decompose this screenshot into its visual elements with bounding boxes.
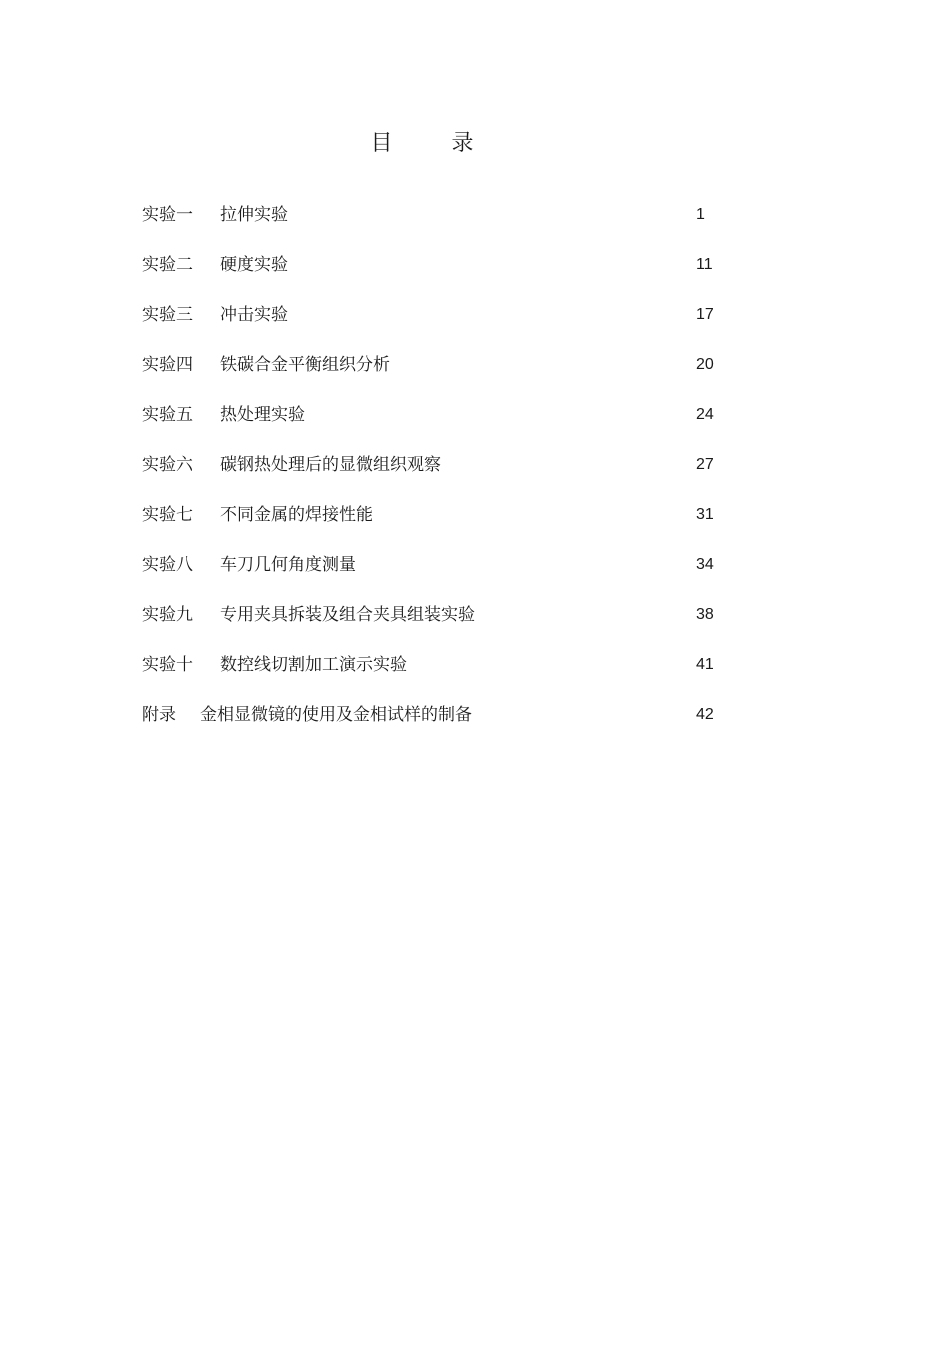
toc-entry-label: 实验三 [142, 305, 193, 325]
toc-entry-title: 铁碳合金平衡组织分析 [220, 355, 390, 375]
dot-leader [387, 503, 684, 527]
toc-entry-page: 42 [696, 706, 714, 723]
toc-entry-title: 拉伸实验 [220, 205, 288, 225]
toc-entry-title: 冲击实验 [220, 305, 288, 325]
toc-entry-page: 24 [696, 406, 714, 423]
toc-entry-title: 热处理实验 [220, 405, 305, 425]
toc-entry-appendix[interactable] [142, 690, 722, 740]
toc-entry-8[interactable] [142, 540, 722, 590]
dot-leader [319, 403, 684, 427]
toc-entry-3[interactable] [142, 290, 722, 340]
toc-entry-label: 实验七 [142, 505, 193, 525]
toc-entry-10[interactable] [142, 640, 722, 690]
dot-leader [404, 353, 684, 377]
toc-entry-page: 31 [696, 506, 714, 523]
dot-leader [489, 603, 684, 627]
toc-entry-title: 硬度实验 [220, 255, 288, 275]
toc-entry-9[interactable] [142, 590, 722, 640]
toc-entry-page: 11 [696, 256, 713, 273]
toc-entry-page: 34 [696, 556, 714, 573]
toc-entry-label: 实验五 [142, 405, 193, 425]
toc-entry-2[interactable] [142, 240, 722, 290]
toc-entry-label: 实验一 [142, 205, 193, 225]
dot-leader [302, 203, 684, 227]
toc-entry-page: 41 [696, 656, 714, 673]
dot-leader [486, 703, 684, 727]
toc-entry-1[interactable] [142, 190, 722, 240]
toc-entry-6[interactable] [142, 440, 722, 490]
toc-heading: 目 录 [370, 131, 500, 156]
toc-entry-label: 实验二 [142, 255, 193, 275]
toc-entry-7[interactable] [142, 490, 722, 540]
dot-leader [302, 303, 684, 327]
toc-entry-label: 实验十 [142, 655, 193, 675]
toc-entry-title: 不同金属的焊接性能 [220, 505, 373, 525]
toc-entry-title: 碳钢热处理后的显微组织观察 [220, 455, 441, 475]
toc-entry-4[interactable] [142, 340, 722, 390]
toc-entry-title: 车刀几何角度测量 [220, 555, 356, 575]
toc-entry-page: 20 [696, 356, 714, 373]
toc-entry-label: 实验四 [142, 355, 193, 375]
dot-leader [302, 253, 684, 277]
table-of-contents [142, 190, 722, 740]
toc-entry-label: 实验六 [142, 455, 193, 475]
toc-entry-label: 实验八 [142, 555, 193, 575]
toc-entry-5[interactable] [142, 390, 722, 440]
toc-entry-page: 17 [696, 306, 714, 323]
toc-entry-label: 附录 [142, 705, 176, 725]
toc-entry-title: 专用夹具拆装及组合夹具组装实验 [220, 605, 475, 625]
dot-leader [421, 653, 684, 677]
toc-entry-title: 数控线切割加工演示实验 [220, 655, 407, 675]
toc-entry-title: 金相显微镜的使用及金相试样的制备 [200, 705, 472, 725]
toc-entry-page: 27 [696, 456, 714, 473]
dot-leader [455, 453, 684, 477]
toc-entry-page: 1 [696, 206, 705, 223]
dot-leader [370, 553, 684, 577]
toc-entry-page: 38 [696, 606, 714, 623]
toc-entry-label: 实验九 [142, 605, 193, 625]
